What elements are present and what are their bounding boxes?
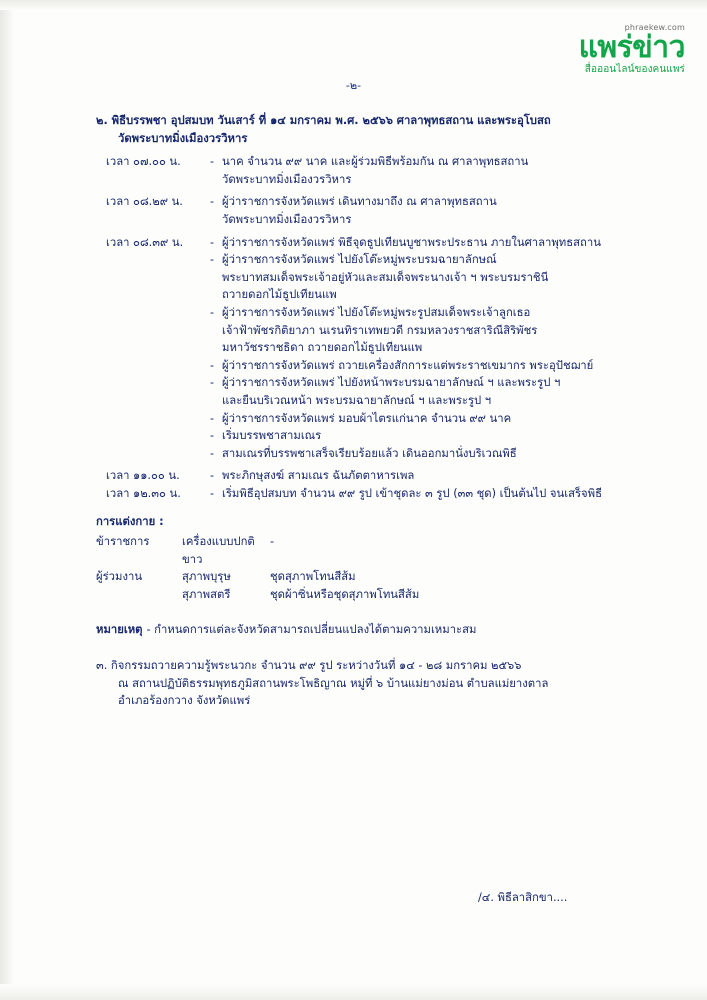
dress-code-value: - [270, 535, 275, 549]
schedule-item-text: ผู้ว่าราชการจังหวัดแพร่ มอบผ้าไตรแก่นาค จำนวน ๙๙ นาค [222, 411, 512, 425]
watermark-url: phraekew.com [624, 23, 685, 32]
section-3-block [96, 657, 656, 710]
section-3-line1: ๓. กิจกรรมถวายความรู้พระนวกะ จำนวน ๙๙ รูป ระหว่างวันที่ ๑๔ - ๒๘ มกราคม ๒๕๖๖ [96, 659, 522, 673]
bullet-dash: - [210, 195, 215, 209]
section-2-heading-line1: ๒. พิธีบรรพชา อุปสมบท วันเสาร์ ที่ ๑๔ มกราคม พ.ศ. ๒๕๖๖ ศาลาพุทธสถาน และพระอุโบสถ [96, 114, 551, 127]
schedule-item [210, 304, 656, 322]
section-2-heading-line2: วัดพระบาทมิ่งเมืองวรวิหาร [118, 131, 248, 145]
dress-code-group: สุภาพบุรุษ [182, 570, 231, 584]
dress-code-label: ข้าราชการ [96, 535, 150, 549]
schedule-item [210, 467, 656, 485]
schedule-items [210, 193, 656, 228]
schedule-item-text: พระภิกษุสงฆ์ สามเณร ฉันภัตตาหารเพล [222, 469, 415, 483]
schedule-item [210, 193, 656, 211]
schedule-item-cont: ถวายดอกไม้ธูปเทียนแพ [222, 288, 337, 302]
schedule-item [210, 153, 656, 171]
bullet-dash: - [210, 235, 215, 249]
schedule-items [210, 234, 656, 463]
schedule-item-cont: วัดพระบาทมิ่งเมืองวรวิหาร [222, 212, 352, 226]
schedule-item-text: ผู้ว่าราชการจังหวัดแพร่ ไปยังโต๊ะหมู่พระรูปสมเด็จพระเจ้าลูกเธอ [222, 305, 531, 319]
watermark-subtitle: สื่อออนไลน์ของคนแพร่ [584, 64, 685, 75]
watermark-logo [579, 24, 685, 75]
schedule-item [210, 234, 656, 252]
dress-code-title: การแต่งกาย : [96, 515, 164, 529]
schedule-row [106, 234, 656, 463]
schedule-item-text: ผู้ว่าราชการจังหวัดแพร่ ไปยังหน้าพระบรมฉายาลักษณ์ ฯ และพระรูป ฯ [222, 376, 561, 390]
schedule-time: เวลา ๐๘.๓๙ น. [106, 235, 184, 249]
bullet-dash: - [210, 155, 215, 169]
schedule-item-text: นาค จำนวน ๙๙ นาค และผู้ร่วมพิธีพร้อมกัน ณ ศาลาพุทธสถาน [222, 155, 529, 169]
watermark-title: แพร่ข่าว [578, 30, 685, 65]
dress-code-row [96, 568, 656, 586]
schedule-item-cont: มหาวัชรราชธิดา ถวายดอกไม้ธูปเทียนแพ [222, 341, 423, 355]
schedule-items [210, 153, 656, 188]
schedule-item [210, 410, 656, 428]
schedule-row [106, 153, 656, 188]
note-label: หมายเหตุ [96, 623, 143, 637]
schedule-item-cont: และยืนบริเวณหน้า พระบรมฉายาลักษณ์ ฯ และพระรูป ฯ [222, 393, 492, 407]
page-number: -๒- [345, 79, 362, 92]
footer-continuation-note: /๔. พิธีลาสิกขา.... [478, 891, 568, 904]
schedule-items [210, 485, 656, 503]
schedule-item-text: เริ่มพิธีอุปสมบท จำนวน ๙๙ รูป เข้าชุดละ ๓ รูป (๓๓ ชุด) เป็นต้นไป จนเสร็จพิธี [222, 486, 603, 500]
bullet-dash: - [210, 376, 215, 390]
schedule-item [210, 374, 656, 392]
schedule-row [106, 193, 656, 228]
schedule-items [210, 467, 656, 485]
schedule-time: เวลา ๑๒.๓๐ น. [106, 486, 181, 500]
note-block [96, 621, 656, 639]
schedule-item-text: ผู้ว่าราชการจังหวัดแพร่ เดินทางมาถึง ณ ศาลาพุทธสถาน [222, 195, 497, 209]
document-body [96, 112, 656, 710]
bullet-dash: - [210, 446, 215, 460]
bullet-dash: - [210, 358, 215, 372]
scan-edge-top [0, 0, 707, 10]
section-3-line2: ณ สถานปฏิบัติธรรมพุทธภูมิสถานพระโพธิญาณ หมู่ที่ ๖ บ้านแม่ยางม่อน ตำบลแม่ยางตาล [118, 676, 549, 690]
schedule-item-cont: พระบาทสมเด็จพระเจ้าอยู่หัวและสมเด็จพระนางเจ้า ฯ พระบรมราชินี [222, 270, 549, 284]
schedule-item-text: ผู้ว่าราชการจังหวัดแพร่ ถวายเครื่องสักการะแต่พระราชเขมากร พระอุปัชฌาย์ [222, 358, 594, 372]
schedule-time: เวลา ๐๗.๐๐ น. [106, 155, 181, 169]
dress-code-group: เครื่องแบบปกติขาว [182, 535, 255, 566]
schedule-item-cont: วัดพระบาทมิ่งเมืองวรวิหาร [222, 172, 352, 186]
bullet-dash: - [210, 305, 215, 319]
dress-code-group: สุภาพสตรี [182, 587, 231, 601]
schedule-item [210, 427, 656, 445]
dress-code-label: ผู้ร่วมงาน [96, 570, 143, 584]
schedule-item [210, 251, 656, 269]
schedule-item-cont: เจ้าฟ้าพัชรกิติยาภา นเรนทิราเทพยวดี กรมหลวงราชสาริณีสิริพัชร [222, 323, 538, 337]
scan-edge-left [0, 0, 14, 1000]
schedule-time: เวลา ๑๑.๐๐ น. [106, 469, 180, 483]
schedule-item [210, 357, 656, 375]
section-3-line3: อำเภอร้องกวาง จังหวัดแพร่ [118, 694, 251, 708]
schedule-list [106, 153, 656, 502]
bullet-dash: - [210, 469, 215, 483]
bullet-dash: - [210, 253, 215, 267]
dress-code-row [96, 586, 656, 604]
bullet-dash: - [210, 429, 215, 443]
section-2-heading [96, 112, 656, 147]
schedule-item [210, 485, 656, 503]
bullet-dash: - [210, 486, 215, 500]
dress-code-row [96, 533, 656, 568]
note-text: - กำหนดการแต่ละจังหวัดสามารถเปลี่ยนแปลงได้ตามความเหมาะสม [146, 623, 477, 637]
dress-code-value: ชุดผ้าซิ่นหรือชุดสุภาพโทนสีส้ม [270, 587, 420, 601]
scan-edge-bottom [0, 984, 707, 1000]
schedule-item-text: ผู้ว่าราชการจังหวัดแพร่ ไปยังโต๊ะหมู่พระบรมฉายาลักษณ์ [222, 253, 497, 267]
schedule-time: เวลา ๐๘.๒๙ น. [106, 195, 183, 209]
schedule-row [106, 485, 656, 503]
schedule-item-text: เริ่มบรรพชาสามเณร [222, 429, 322, 443]
dress-code-block [96, 513, 656, 603]
schedule-item [210, 445, 656, 463]
schedule-item-text: ผู้ว่าราชการจังหวัดแพร่ พิธีจุดธูปเทียนบูชาพระประธาน ภายในศาลาพุทธสถาน [222, 235, 601, 249]
bullet-dash: - [210, 411, 215, 425]
dress-code-value: ชุดสุภาพโทนสีส้ม [270, 570, 356, 584]
schedule-item-text: สามเณรที่บรรพชาเสร็จเรียบร้อยแล้ว เดินออกมานั่งบริเวณพิธี [222, 446, 517, 460]
schedule-row [106, 467, 656, 485]
